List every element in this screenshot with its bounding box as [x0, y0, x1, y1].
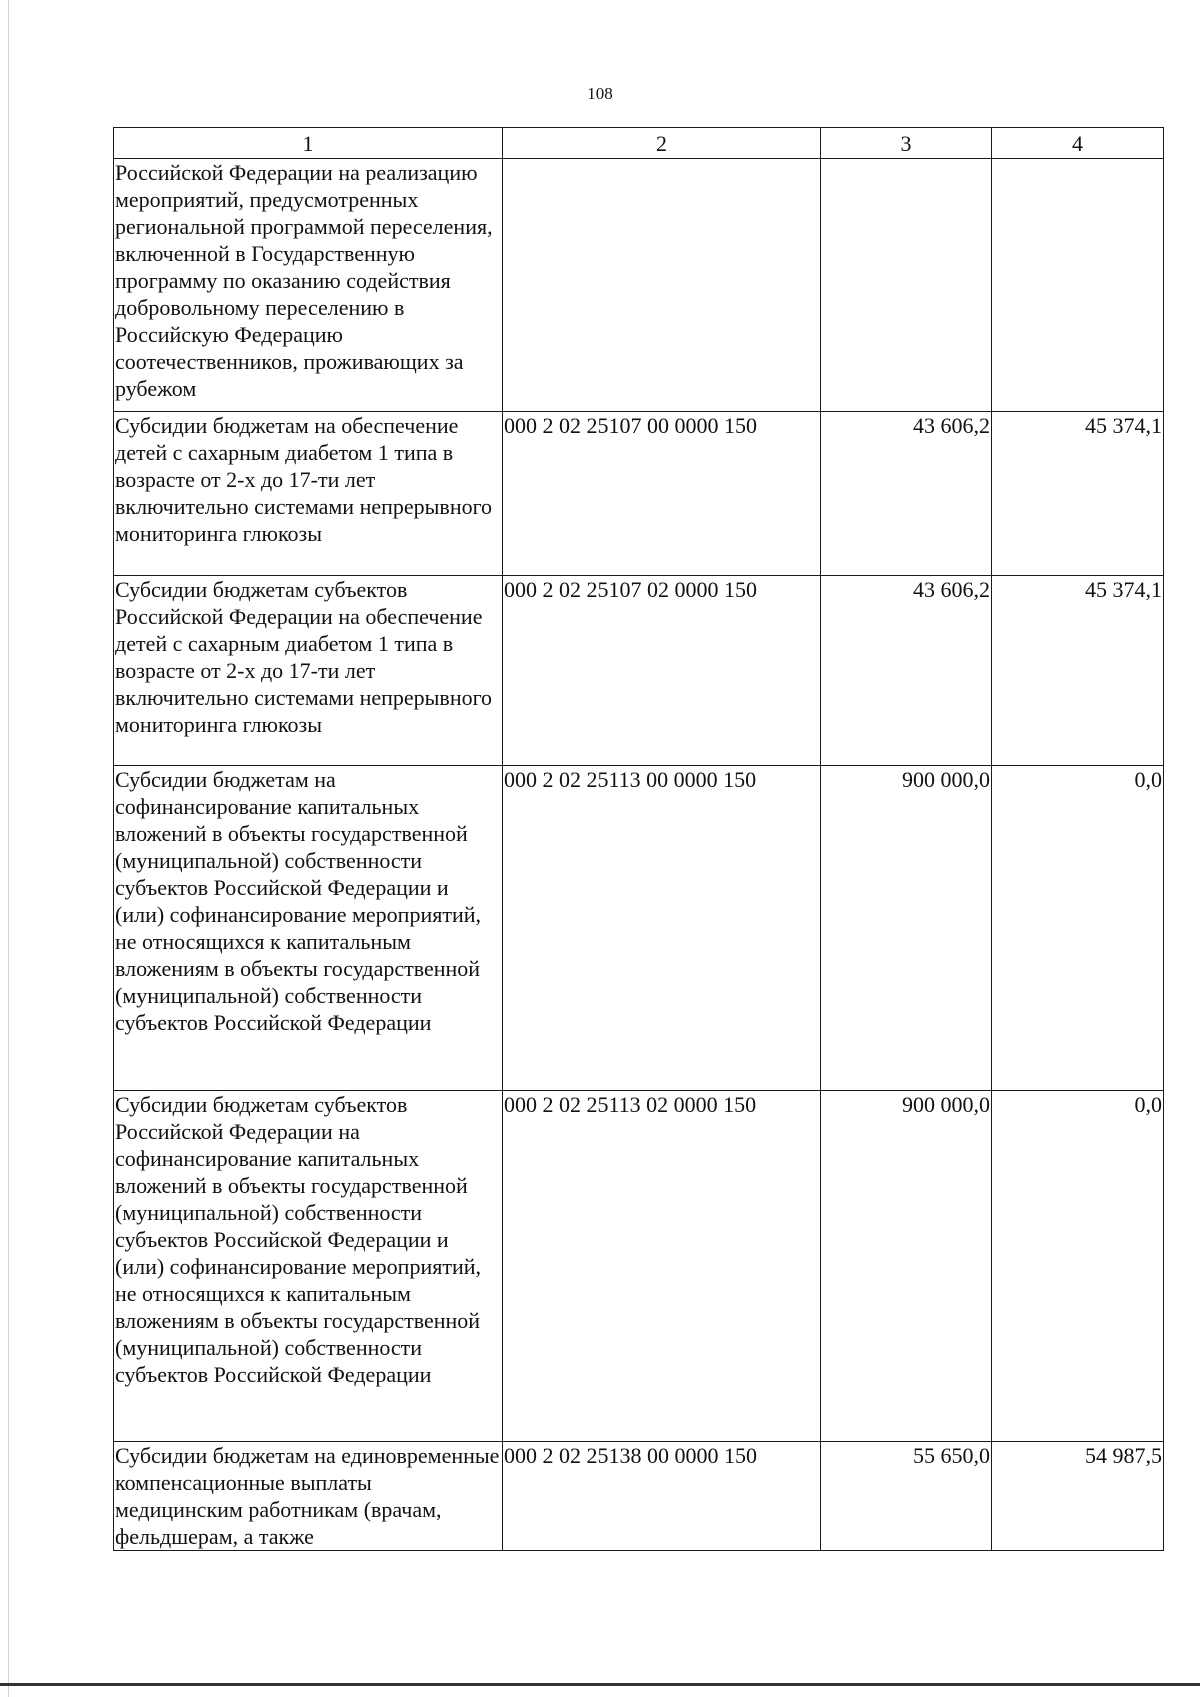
table-row — [114, 766, 1164, 1091]
table-row — [114, 159, 1164, 412]
row-name: Субсидии бюджетам на софинансирование капитальных вложений в объекты государственной (муниципальной) собственности субъектов Российской Федерации и (или) софинансирование мероприятий, не относящихся к капитальным вложениям в объекты государственной (муниципальной) собственности субъектов Российской Федерации — [114, 766, 503, 1091]
budget-table — [113, 127, 1164, 1551]
row-value-1: 55 650,0 — [821, 1442, 992, 1551]
row-value-2: 0,0 — [992, 766, 1164, 1091]
row-value-2: 45 374,1 — [992, 576, 1164, 766]
row-value-1: 43 606,2 — [821, 412, 992, 576]
row-code: 000 2 02 25107 02 0000 150 — [503, 576, 821, 766]
bottom-rule — [0, 1683, 1200, 1686]
row-value-1: 900 000,0 — [821, 766, 992, 1091]
row-value-2 — [992, 159, 1164, 412]
row-value-1: 900 000,0 — [821, 1091, 992, 1442]
column-header-3: 3 — [821, 128, 992, 159]
row-code: 000 2 02 25138 00 0000 150 — [503, 1442, 821, 1551]
row-code: 000 2 02 25107 00 0000 150 — [503, 412, 821, 576]
table-row — [114, 576, 1164, 766]
row-name: Субсидии бюджетам на обеспечение детей с сахарным диабетом 1 типа в возрасте от 2-х до 17-ти лет включительно системами непрерывного мониторинга глюкозы — [114, 412, 503, 576]
table-row — [114, 1091, 1164, 1442]
row-code: 000 2 02 25113 00 0000 150 — [503, 766, 821, 1091]
table-row — [114, 1442, 1164, 1551]
row-name: Субсидии бюджетам субъектов Российской Федерации на обеспечение детей с сахарным диабетом 1 типа в возрасте от 2-х до 17-ти лет включительно системами непрерывного мониторинга глюкозы — [114, 576, 503, 766]
scan-left-edge — [8, 0, 9, 1697]
row-value-2: 54 987,5 — [992, 1442, 1164, 1551]
row-value-2: 0,0 — [992, 1091, 1164, 1442]
row-value-1: 43 606,2 — [821, 576, 992, 766]
row-name: Субсидии бюджетам субъектов Российской Федерации на софинансирование капитальных вложений в объекты государственной (муниципальной) собственности субъектов Российской Федерации и (или) софинансирование мероприятий, не относящихся к капитальным вложениям в объекты государственной (муниципальной) собственности субъектов Российской Федерации — [114, 1091, 503, 1442]
column-header-2: 2 — [503, 128, 821, 159]
row-code: 000 2 02 25113 02 0000 150 — [503, 1091, 821, 1442]
row-code — [503, 159, 821, 412]
table-row — [114, 412, 1164, 576]
page-number: 108 — [587, 84, 613, 103]
column-header-1: 1 — [114, 128, 503, 159]
column-header-4: 4 — [992, 128, 1164, 159]
row-value-2: 45 374,1 — [992, 412, 1164, 576]
row-name: Российской Федерации на реализацию мероприятий, предусмотренных региональной программой переселения, включенной в Государственную программу по оказанию содействия добровольному переселению в Российскую Федерацию соотечественников, проживающих за рубежом — [114, 159, 503, 412]
table-header-row — [114, 128, 1164, 159]
row-value-1 — [821, 159, 992, 412]
row-name: Субсидии бюджетам на единовременные компенсационные выплаты медицинским работникам (врачам, фельдшерам, а также — [114, 1442, 503, 1551]
